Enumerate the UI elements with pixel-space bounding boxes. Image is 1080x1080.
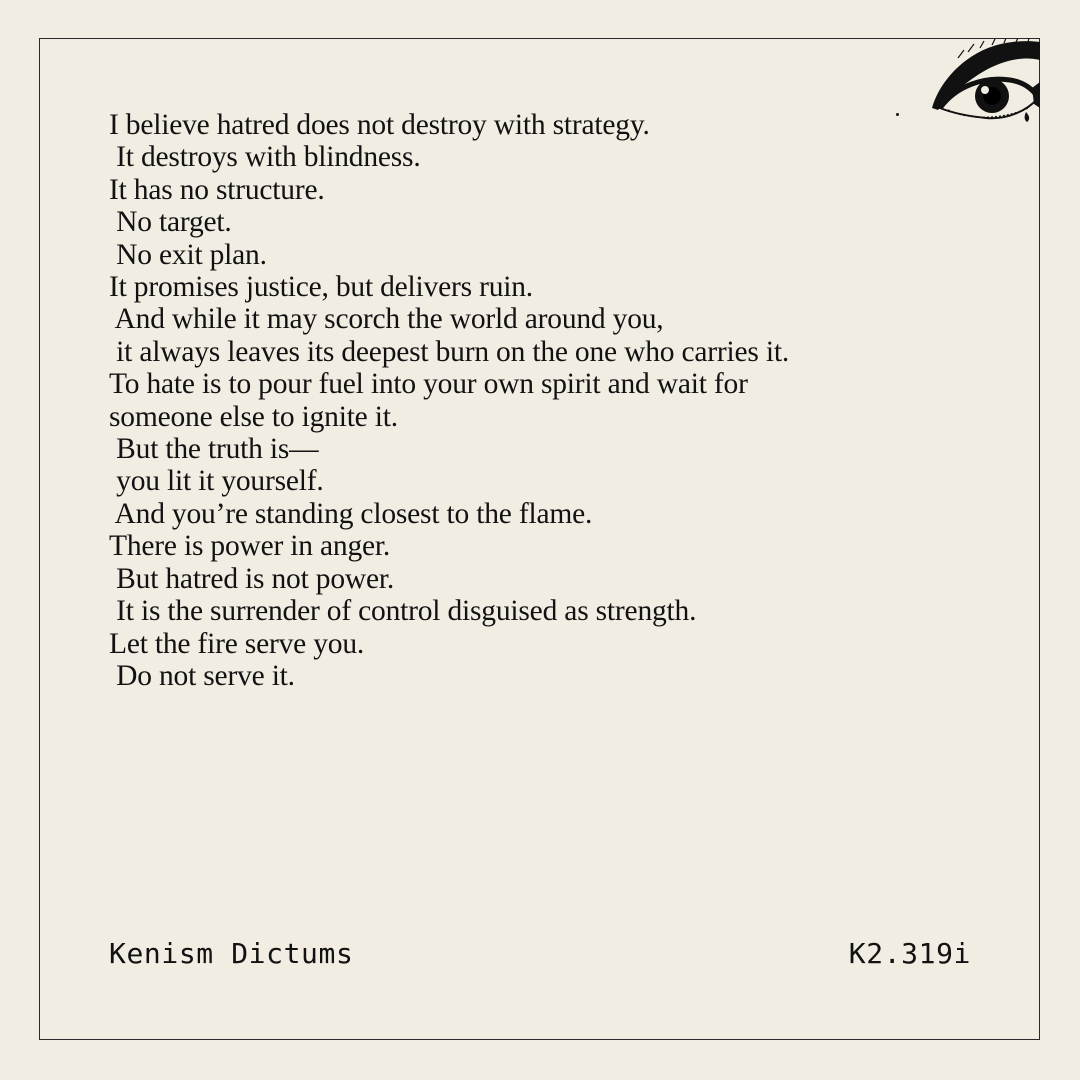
poem-line: It has no structure.: [109, 173, 325, 206]
poem-line: No target.: [109, 206, 232, 239]
poem-line: There is power in anger.: [109, 530, 391, 563]
poem-line: It destroys with blindness.: [109, 141, 421, 174]
poem-line: I believe hatred does not destroy with strategy.: [109, 109, 650, 141]
poem-line: it always leaves its deepest burn on the one who carries it.: [109, 335, 790, 368]
poem-line: And while it may scorch the world around you,: [109, 303, 664, 336]
poem-line: But the truth is—: [109, 433, 319, 466]
poem-line: No exit plan.: [109, 238, 267, 271]
poem-line: And you’re standing closest to the flame.: [109, 497, 593, 530]
poem-line: But hatred is not power.: [109, 562, 395, 595]
series-title: Kenism Dictums: [109, 937, 354, 970]
poem-line: It promises justice, but delivers ruin.: [109, 271, 533, 304]
poem-line: Do not serve it.: [109, 659, 295, 692]
entry-code: K2.319i: [848, 937, 971, 970]
poem-line: It is the surrender of control disguised as strength.: [109, 595, 697, 628]
poem-text: [109, 109, 969, 692]
poem-line: someone else to ignite it.: [109, 400, 398, 433]
poem-line: Let the fire serve you.: [109, 627, 365, 660]
poem-line: you lit it yourself.: [109, 465, 324, 498]
poem-line: To hate is to pour fuel into your own spirit and wait for: [109, 368, 748, 401]
